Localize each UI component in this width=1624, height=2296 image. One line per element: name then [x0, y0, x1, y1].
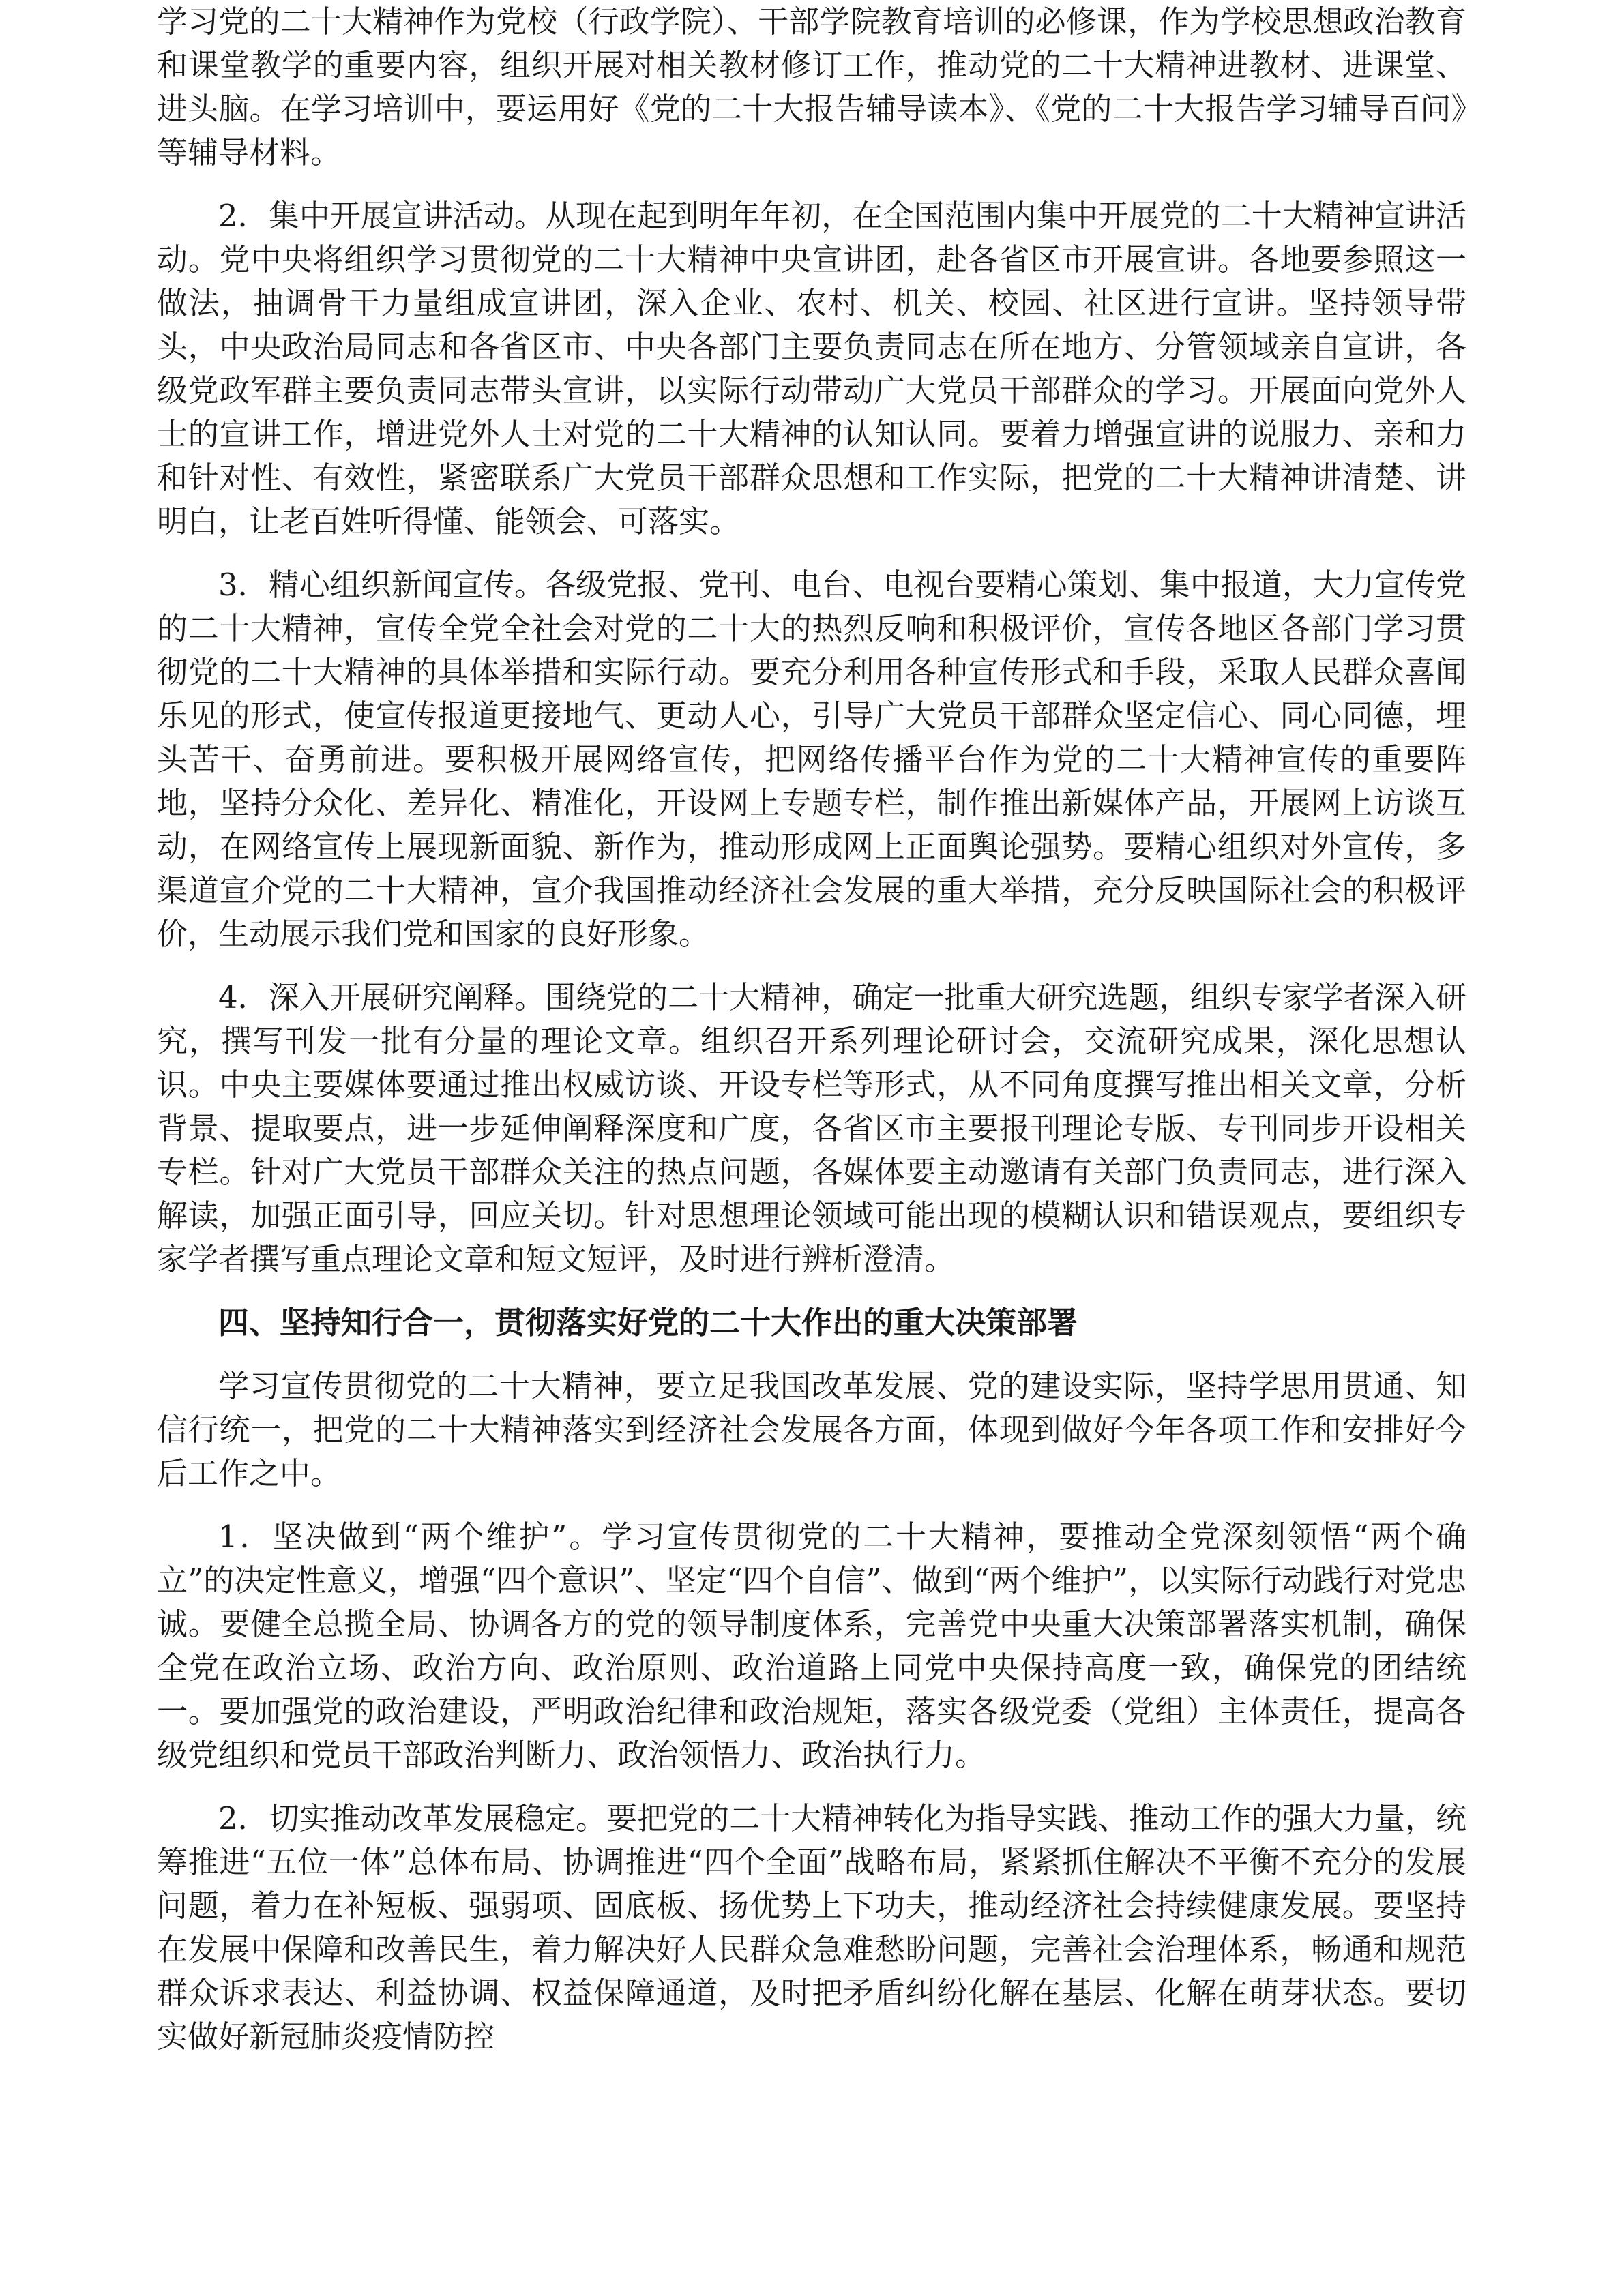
paragraph-item-3-news-publicity: 3．精心组织新闻宣传。各级党报、党刊、电台、电视台要精心策划、集中报道，大力宣传党的二十大精神，宣传全党全社会对党的二十大的热烈反响和积极评价，宣传各地区各部门学习贯彻党的二十大精神的具体举措和实际行动。要充分利用各种宣传形式和手段，采取人民群众喜闻乐见的形式，使宣传报道更接地气、更动人心，引导广大党员干部群众坚定信心、同心同德，埋头苦干、奋勇前进。要积极开展网络宣传，把网络传播平台作为党的二十大精神宣传的重要阵地，坚持分众化、差异化、精准化，开设网上专题专栏，制作推出新媒体产品，开展网上访谈互动，在网络宣传上展现新面貌、新作为，推动形成网上正面舆论强势。要精心组织对外宣传，多渠道宣介党的二十大精神，宣介我国推动经济社会发展的重大举措，充分反映国际社会的积极评价，生动展示我们党和国家的良好形象。: [157, 567, 1466, 952]
document-page: [157, 0, 1466, 2296]
section-intro-paragraph: 学习宣传贯彻党的二十大精神，要立足我国改革发展、党的建设实际，坚持学思用贯通、知信行统一，把党的二十大精神落实到经济社会发展各方面，体现到做好今年各项工作和安排好今后工作之中。: [157, 1368, 1466, 1491]
paragraph-item-2-lectures: 2．集中开展宣讲活动。从现在起到明年年初，在全国范围内集中开展党的二十大精神宣讲活动。党中央将组织学习贯彻党的二十大精神中央宣讲团，赴各省区市开展宣讲。各地要参照这一做法，抽调骨干力量组成宣讲团，深入企业、农村、机关、校园、社区进行宣讲。坚持领导带头，中央政治局同志和各省区市、中央各部门主要负责同志在所在地方、分管领域亲自宣讲，各级党政军群主要负责同志带头宣讲，以实际行动带动广大党员干部群众的学习。开展面向党外人士的宣讲工作，增进党外人士对党的二十大精神的认知认同。要着力增强宣讲的说服力、亲和力和针对性、有效性，紧密联系广大党员干部群众思想和工作实际，把党的二十大精神讲清楚、讲明白，让老百姓听得懂、能领会、可落实。: [157, 198, 1466, 539]
section-heading-four: 四、坚持知行合一，贯彻落实好党的二十大作出的重大决策部署: [218, 1304, 1078, 1341]
paragraph-item-2-reform-development: 2．切实推动改革发展稳定。要把党的二十大精神转化为指导实践、推动工作的强大力量，统筹推进“五位一体”总体布局、协调推进“四个全面”战略布局，紧紧抓住解决不平衡不充分的发展问题，着力在补短板、强弱项、固底板、扬优势上下功夫，推动经济社会持续健康发展。要坚持在发展中保障和改善民生，着力解决好人民群众急难愁盼问题，完善社会治理体系，畅通和规范群众诉求表达、利益协调、权益保障通道，及时把矛盾纠纷化解在基层、化解在萌芽状态。要切实做好新冠肺炎疫情防控: [157, 1800, 1466, 2055]
paragraph-item-1-two-safeguards: 1．坚决做到“两个维护”。学习宣传贯彻党的二十大精神，要推动全党深刻领悟“两个确立”的决定性意义，增强“四个意识”、坚定“四个自信”、做到“两个维护”，以实际行动践行对党忠诚。要健全总揽全局、协调各方的党的领导制度体系，完善党中央重大决策部署落实机制，确保全党在政治立场、政治方向、政治原则、政治道路上同党中央保持高度一致，确保党的团结统一。要加强党的政治建设，严明政治纪律和政治规矩，落实各级党委（党组）主体责任，提高各级党组织和党员干部政治判断力、政治领悟力、政治执行力。: [157, 1519, 1466, 1773]
continuation-paragraph: 学习党的二十大精神作为党校（行政学院）、干部学院教育培训的必修课，作为学校思想政治教育和课堂教学的重要内容，组织开展对相关教材修订工作，推动党的二十大精神进教材、进课堂、进头脑。在学习培训中，要运用好《党的二十大报告辅导读本》、《党的二十大报告学习辅导百问》等辅导材料。: [157, 3, 1466, 170]
paragraph-item-4-research: 4．深入开展研究阐释。围绕党的二十大精神，确定一批重大研究选题，组织专家学者深入研究，撰写刊发一批有分量的理论文章。组织召开系列理论研讨会，交流研究成果，深化思想认识。中央主要媒体要通过推出权威访谈、开设专栏等形式，从不同角度撰写推出相关文章，分析背景、提取要点，进一步延伸阐释深度和广度，各省区市主要报刊理论专版、专刊同步开设相关专栏。针对广大党员干部群众关注的热点问题，各媒体要主动邀请有关部门负责同志，进行深入解读，加强正面引导，回应关切。针对思想理论领域可能出现的模糊认识和错误观点，要组织专家学者撰写重点理论文章和短文短评，及时进行辨析澄清。: [157, 979, 1466, 1277]
